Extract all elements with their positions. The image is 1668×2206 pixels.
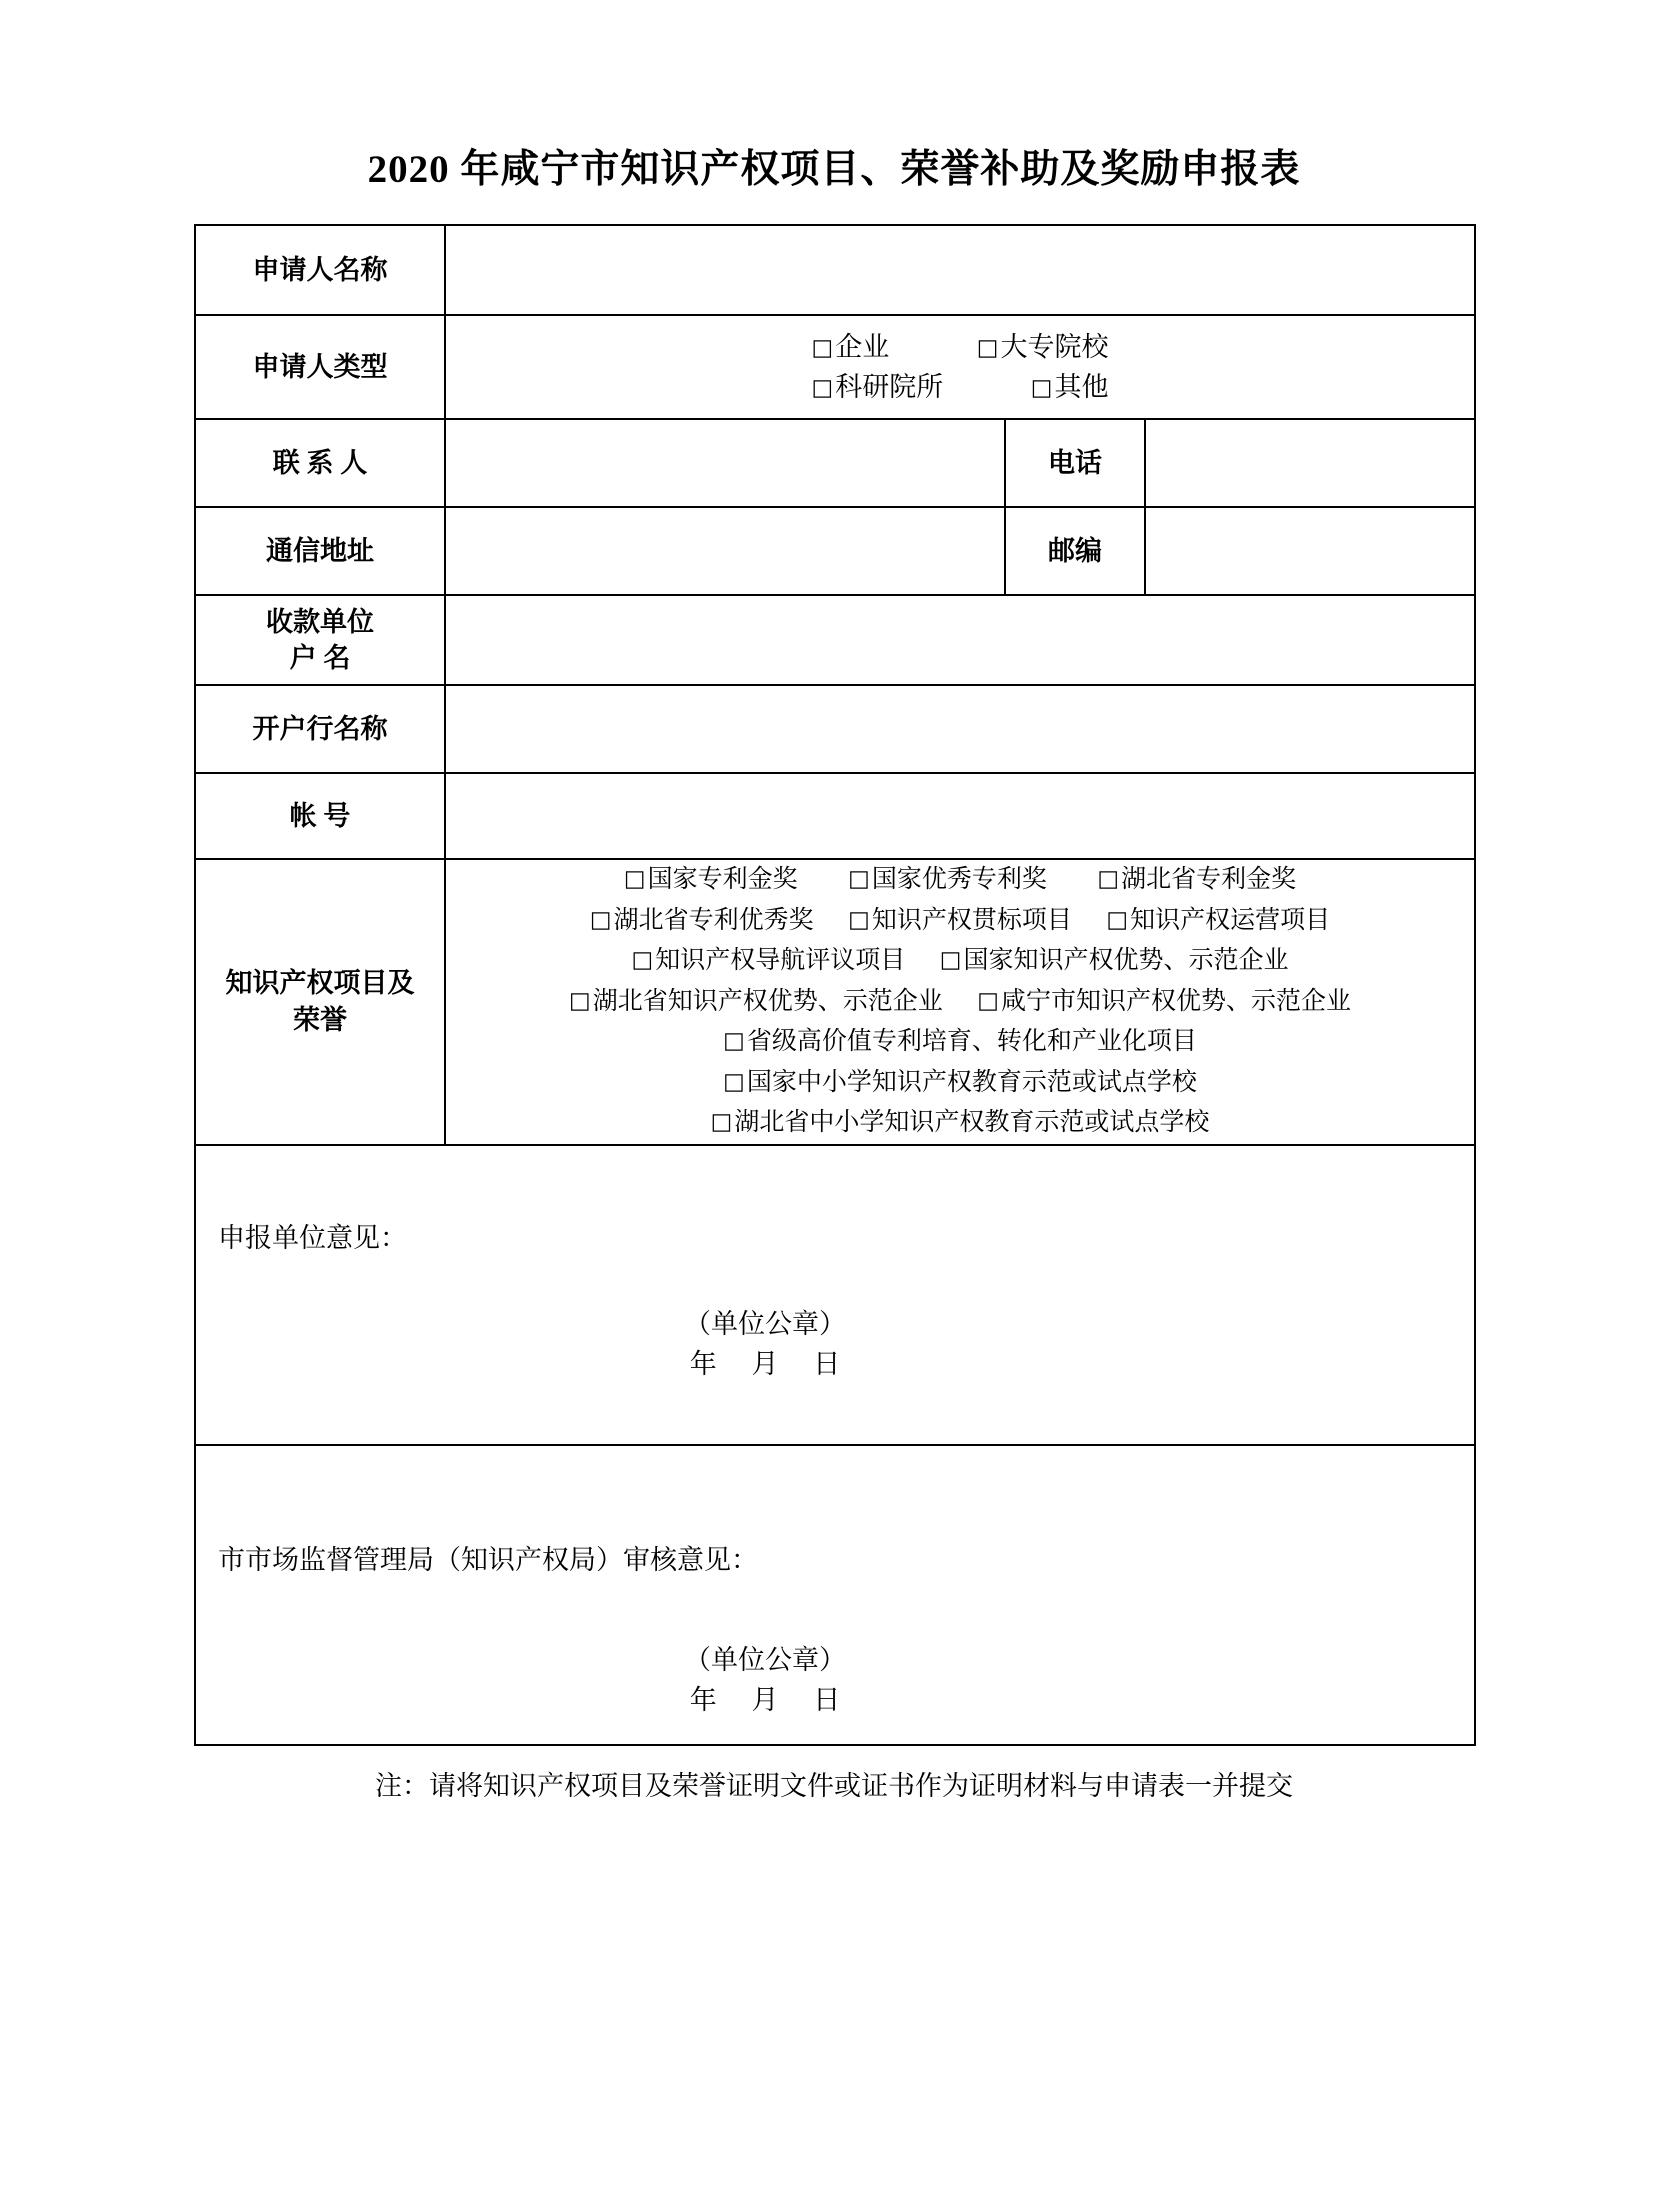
checkbox-option-provincial-high-value-patent[interactable] bbox=[723, 1022, 1197, 1063]
checkbox-option-national-school-ip-education[interactable] bbox=[723, 1063, 1197, 1104]
checkbox-option-xianning-advantage-enterprise[interactable] bbox=[977, 982, 1351, 1023]
option-label: 国家优秀专利奖 bbox=[871, 866, 1047, 893]
applicant-name-label: 申请人名称 bbox=[195, 225, 445, 315]
table-row bbox=[195, 773, 1475, 859]
page-title: 2020 年咸宁市知识产权项目、荣誉补助及奖励申报表 bbox=[367, 148, 1301, 191]
checkbox-icon[interactable]: □ bbox=[710, 1109, 733, 1135]
applicant-name-field[interactable] bbox=[445, 225, 1475, 315]
option-label: 省级高价值专利培育、转化和产业化项目 bbox=[746, 1028, 1197, 1055]
address-field[interactable] bbox=[445, 507, 1005, 595]
checkbox-icon[interactable]: □ bbox=[1030, 375, 1053, 401]
checkbox-option-national-patent-gold[interactable] bbox=[624, 860, 798, 901]
checkbox-icon[interactable]: □ bbox=[939, 947, 962, 973]
option-label: 知识产权贯标项目 bbox=[871, 906, 1072, 934]
bureau-opinion-section[interactable] bbox=[195, 1445, 1475, 1745]
table-row bbox=[195, 225, 1475, 315]
checkbox-option-national-advantage-enterprise[interactable] bbox=[940, 941, 1289, 982]
checkbox-option-hubei-school-ip-education[interactable] bbox=[711, 1103, 1210, 1144]
table-row bbox=[195, 685, 1475, 773]
account-field[interactable] bbox=[445, 773, 1475, 859]
checkbox-icon[interactable]: □ bbox=[1097, 866, 1120, 892]
checkbox-option-ip-operation-project[interactable] bbox=[1106, 901, 1330, 942]
checkbox-icon[interactable]: □ bbox=[623, 866, 646, 892]
checkbox-icon[interactable]: □ bbox=[811, 334, 834, 361]
option-label: 咸宁市知识产权优势、示范企业 bbox=[1001, 987, 1352, 1015]
postcode-field[interactable] bbox=[1145, 507, 1475, 595]
footnote: 注：请将知识产权项目及荣誉证明文件或证书作为证明材料与申请表一并提交 bbox=[375, 1770, 1293, 1801]
applicant-type-options bbox=[445, 315, 1475, 419]
honor-label bbox=[195, 859, 445, 1145]
checkbox-icon[interactable]: □ bbox=[811, 375, 834, 401]
postcode-label: 邮编 bbox=[1005, 507, 1145, 595]
seal-text: （单位公章） bbox=[684, 1644, 847, 1675]
checkbox-option-ip-standard-project[interactable] bbox=[848, 901, 1072, 942]
checkbox-icon[interactable]: □ bbox=[631, 947, 654, 973]
checkbox-option-enterprise[interactable] bbox=[812, 327, 890, 368]
table-row bbox=[195, 595, 1475, 685]
applicant-opinion-section[interactable] bbox=[195, 1145, 1475, 1445]
checkbox-option-other[interactable] bbox=[1031, 367, 1109, 408]
applicant-type-label: 申请人类型 bbox=[195, 315, 445, 419]
option-label: 科研院所 bbox=[835, 372, 944, 402]
checkbox-option-hubei-patent-gold[interactable] bbox=[1097, 860, 1296, 901]
applicant-seal-block bbox=[196, 1304, 1474, 1385]
checkbox-icon[interactable]: □ bbox=[977, 987, 999, 1014]
bureau-opinion-label: 市市场监督管理局（知识产权局）审核意见： bbox=[218, 1545, 758, 1576]
date-line: 年 月 日 bbox=[689, 1685, 855, 1716]
checkbox-icon[interactable]: □ bbox=[723, 1028, 745, 1054]
option-label: 其他 bbox=[1054, 372, 1109, 402]
honor-label-line2: 荣誉 bbox=[293, 1004, 347, 1035]
option-label: 知识产权导航评议项目 bbox=[655, 947, 906, 974]
phone-label: 电话 bbox=[1005, 419, 1145, 507]
option-label: 湖北省专利优秀奖 bbox=[613, 906, 814, 934]
option-label: 企业 bbox=[835, 331, 890, 362]
honor-label-line1: 知识产权项目及 bbox=[225, 968, 415, 999]
checkbox-icon[interactable]: □ bbox=[1106, 906, 1129, 933]
option-label: 国家中小学知识产权教育示范或试点学校 bbox=[746, 1068, 1197, 1096]
checkbox-option-research-institute[interactable] bbox=[812, 367, 944, 408]
table-row bbox=[195, 1145, 1475, 1445]
checkbox-icon[interactable]: □ bbox=[723, 1068, 745, 1095]
checkbox-option-hubei-advantage-enterprise[interactable] bbox=[569, 982, 943, 1023]
checkbox-icon[interactable]: □ bbox=[848, 906, 870, 933]
bureau-seal-block bbox=[196, 1640, 1474, 1721]
address-label: 通信地址 bbox=[195, 507, 445, 595]
checkbox-icon[interactable]: □ bbox=[569, 987, 591, 1014]
account-label: 帐 号 bbox=[195, 773, 445, 859]
option-label: 大专院校 bbox=[1000, 331, 1109, 362]
checkbox-option-ip-navigation-project[interactable] bbox=[632, 941, 906, 982]
application-form bbox=[194, 224, 1474, 1746]
date-line: 年 月 日 bbox=[689, 1349, 855, 1380]
table-row bbox=[195, 1445, 1475, 1745]
checkbox-option-college[interactable] bbox=[977, 327, 1109, 368]
seal-text: （单位公章） bbox=[684, 1308, 847, 1339]
option-label: 知识产权运营项目 bbox=[1130, 906, 1331, 934]
checkbox-icon[interactable]: □ bbox=[848, 866, 870, 892]
option-label: 湖北省中小学知识产权教育示范或试点学校 bbox=[734, 1109, 1210, 1136]
bank-field[interactable] bbox=[445, 685, 1475, 773]
table-row bbox=[195, 315, 1475, 419]
option-label: 国家知识产权优势、示范企业 bbox=[963, 947, 1289, 974]
contact-label: 联 系 人 bbox=[195, 419, 445, 507]
option-label: 国家专利金奖 bbox=[647, 866, 798, 893]
table-row bbox=[195, 859, 1475, 1145]
phone-field[interactable] bbox=[1145, 419, 1475, 507]
payee-label-line1: 收款单位 bbox=[266, 606, 374, 637]
option-label: 湖北省专利金奖 bbox=[1121, 866, 1297, 893]
payee-label-line2: 户 名 bbox=[289, 643, 351, 673]
payee-field[interactable] bbox=[445, 595, 1475, 685]
payee-label bbox=[195, 595, 445, 685]
applicant-opinion-label: 申报单位意见： bbox=[218, 1223, 407, 1254]
table-row bbox=[195, 507, 1475, 595]
option-label: 湖北省知识产权优势、示范企业 bbox=[592, 987, 943, 1015]
honor-options bbox=[445, 859, 1475, 1145]
table-row bbox=[195, 419, 1475, 507]
checkbox-icon[interactable]: □ bbox=[589, 906, 612, 933]
contact-field[interactable] bbox=[445, 419, 1005, 507]
bank-label: 开户行名称 bbox=[195, 685, 445, 773]
checkbox-icon[interactable]: □ bbox=[976, 334, 999, 361]
checkbox-option-national-excellent-patent[interactable] bbox=[848, 860, 1047, 901]
checkbox-option-hubei-excellent-patent[interactable] bbox=[590, 901, 814, 942]
